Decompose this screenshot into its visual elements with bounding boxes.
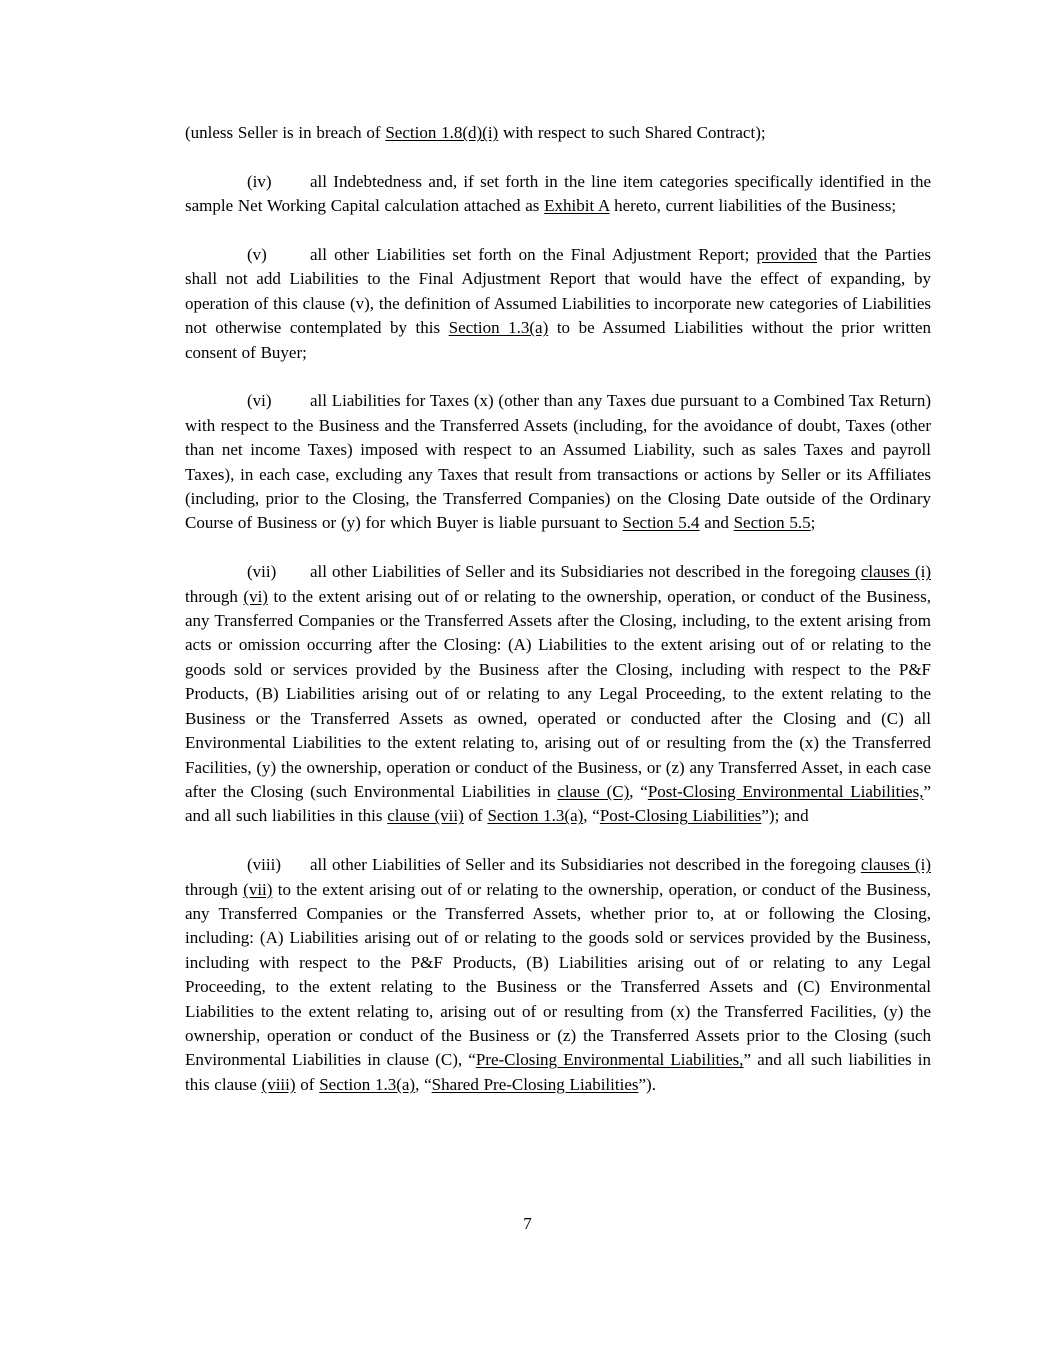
underlined-reference: provided	[756, 245, 817, 264]
clause-viii	[185, 853, 931, 1097]
text-segment: all other Liabilities set forth on the Final Adjustment Report;	[310, 245, 757, 264]
text-segment: (unless Seller is in breach of	[185, 123, 386, 142]
text-segment: all Indebtedness and, if set forth in the line item categories specifically identified in the sample Net Working Capital calculation attached as	[185, 171, 931, 216]
text-segment: all other Liabilities of Seller and its Subsidiaries not described in the foregoing	[310, 562, 861, 582]
clause-number: (vi)	[247, 391, 272, 411]
clause-vii	[185, 560, 931, 828]
text-segment: ”).	[638, 1074, 656, 1094]
underlined-reference: Section 5.5	[733, 513, 811, 533]
underlined-reference: clause (C)	[557, 781, 630, 801]
text-segment: ” and all such liabilities in this	[185, 781, 932, 826]
text-segment: hereto, current liabilities of the Business;	[609, 196, 897, 216]
underlined-reference: clauses (i)	[860, 855, 932, 875]
underlined-reference: (vii)	[243, 879, 273, 899]
text-segment: , “	[629, 781, 648, 801]
text-segment: through	[185, 879, 244, 899]
text-segment: ”); and	[761, 806, 809, 826]
underlined-reference: Section 1.3(a)	[319, 1074, 416, 1094]
underlined-reference: Pre-Closing Environmental Liabilities,	[475, 1050, 744, 1070]
underlined-reference: Post-Closing Environmental Liabilities,	[647, 781, 924, 801]
underlined-reference: Section 5.4	[622, 513, 700, 533]
text-segment: ” and all such liabilities in this clause	[185, 1050, 931, 1094]
clause-number: (viii)	[247, 855, 281, 875]
clause-number: (vii)	[247, 562, 277, 582]
document-body	[185, 121, 931, 1122]
underlined-reference: (vi)	[243, 586, 268, 606]
text-segment: through	[185, 586, 244, 606]
underlined-reference: clauses (i)	[860, 562, 932, 582]
underlined-reference: (viii)	[261, 1074, 296, 1094]
underlined-reference: Section 1.3(a)	[448, 318, 549, 338]
text-segment: with respect to such Shared Contract);	[498, 123, 766, 142]
underlined-reference: Post-Closing Liabilities	[599, 806, 762, 826]
text-segment: , “	[583, 806, 600, 826]
page-number: 7	[523, 1214, 532, 1233]
text-segment: of	[295, 1074, 320, 1094]
text-segment: to the extent arising out of or relating to the ownership, operation, or conduct of the Business, any Transferred Companies or the Transferred Assets, whether prior to, at or following the Closing, including: (A) Liabilities arising out of or relating to the goods sold or services provided by the Business, including with respect to the P&F Products, (B) Liabilities arising out of or relating to any Legal Proceeding, to the extent relating to the Business or the Transferred Assets and (C) Environmental Liabilities to the extent relating to, arising out of or resulting from (x) the Transferred Facilities, (y) the ownership, operation or conduct of the Business or (z) the Transferred Assets prior to the Closing (such Environmental Liabilities in clause (C), “	[185, 879, 932, 1070]
clause-continuation	[185, 121, 931, 145]
text-segment: to the extent arising out of or relating to the ownership, operation, or conduct of the Business, any Transferred Companies or the Transferred Assets after the Closing, including, to the extent arising from acts or omission occurring after the Closing: (A) Liabilities to the extent arising out of or relating to the goods sold or services provided by the Business after the Closing, including with respect to the P&F Products, (B) Liabilities arising out of or relating to any Legal Proceeding, to the extent relating to the Business or the Transferred Assets as owned, operated or conducted after the Closing and (C) all Environmental Liabilities to the extent relating to, arising out of or resulting from the (x) the Transferred Facilities, (y) the ownership, operation or conduct of the Business, or (z) any Transferred Asset, in each case after the Closing (such Environmental Liabilities in	[185, 586, 931, 801]
underlined-reference: Section 1.3(a)	[487, 806, 584, 826]
clause-number: (iv)	[247, 171, 272, 191]
clause-number: (v)	[247, 245, 267, 264]
text-segment: of	[463, 806, 488, 826]
text-segment: that the Parties shall not add Liabilities to the Final Adjustment Report that would have the effect of expanding, by operation of this clause (v), the definition of Assumed Liabilities to incorporate new categories of Liabilities not otherwise contemplated by this	[185, 245, 931, 338]
underlined-reference: Shared Pre-Closing Liabilities	[431, 1074, 639, 1094]
text-segment: and	[699, 513, 734, 533]
clause-iv	[185, 170, 931, 219]
clause-v	[185, 243, 931, 365]
clause-vi	[185, 389, 931, 535]
underlined-reference: Section 1.8(d)(i)	[385, 123, 499, 142]
text-segment: ;	[810, 513, 816, 533]
text-segment: all other Liabilities of Seller and its Subsidiaries not described in the foregoing	[310, 855, 861, 875]
text-segment: to be Assumed Liabilities without the prior written consent of Buyer;	[185, 318, 932, 362]
text-segment: , “	[415, 1074, 432, 1094]
underlined-reference: clause (vii)	[387, 806, 464, 826]
text-segment: all Liabilities for Taxes (x) (other than any Taxes due pursuant to a Combined Tax Return) with respect to the Business and the Transferred Assets (including, for the avoidance of doubt, Taxes (other than net income Taxes) imposed with respect to an Assumed Liability, such as sales Taxes and payroll Taxes), in each case, excluding any Taxes that result from transactions or actions by Seller or its Affiliates (including, prior to the Closing, the Transferred Companies) on the Closing Date outside of the Ordinary Course of Business or (y) for which Buyer is liable pursuant to	[185, 391, 931, 533]
underlined-reference: Exhibit A	[544, 196, 610, 216]
